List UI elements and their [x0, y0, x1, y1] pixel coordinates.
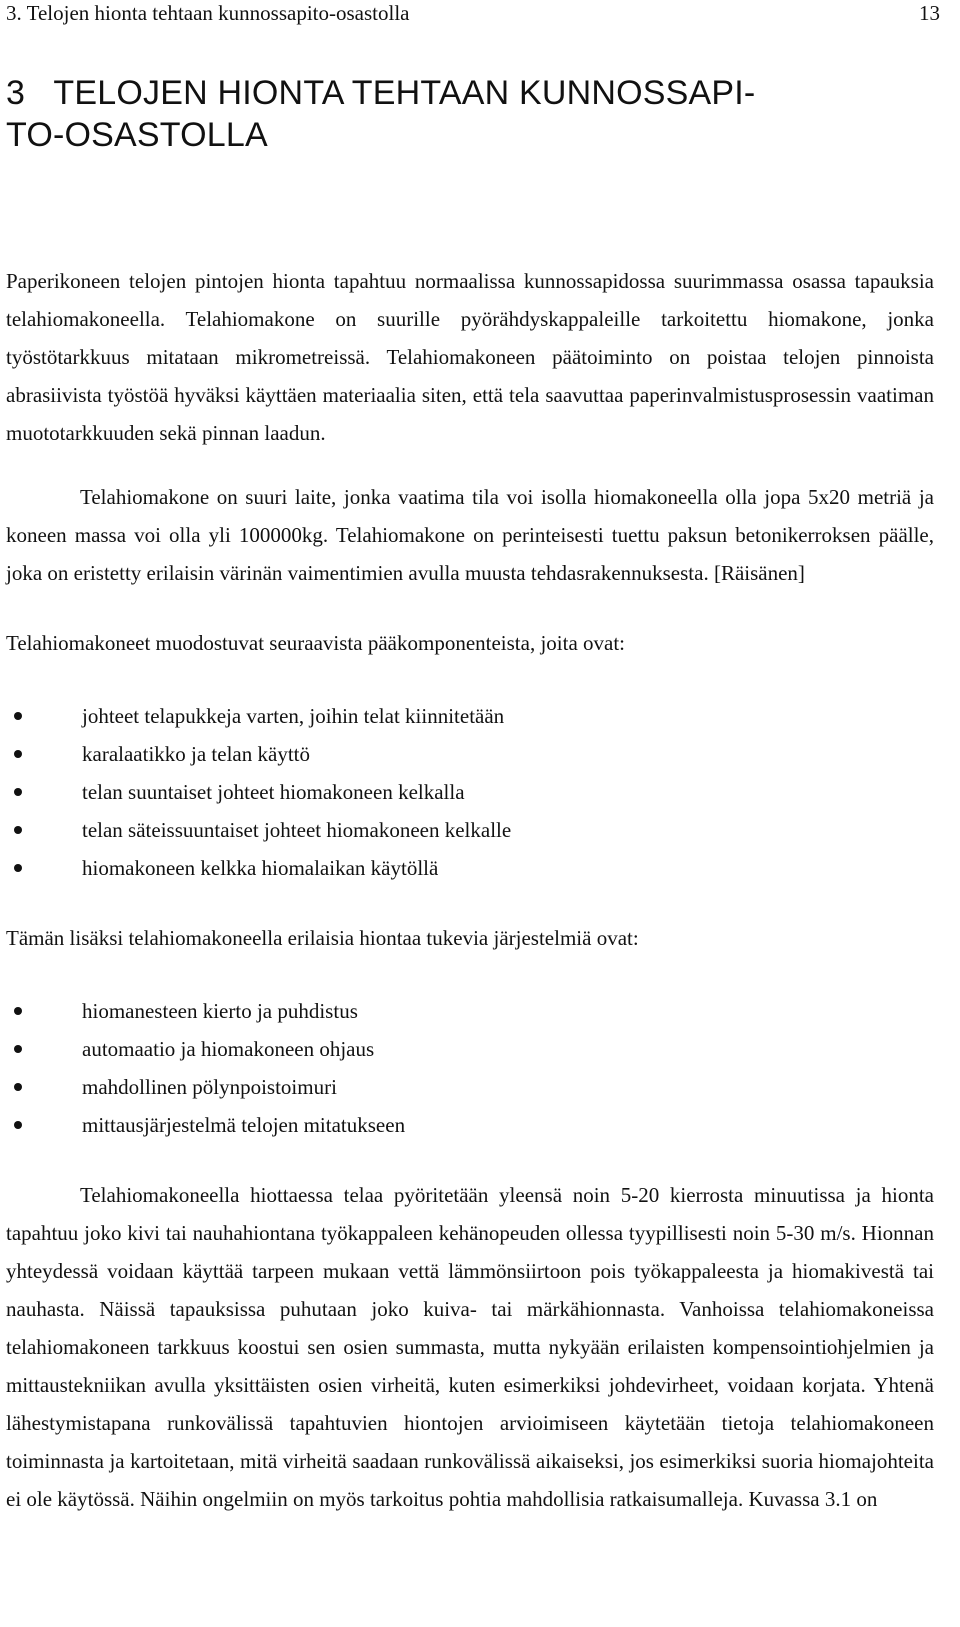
- chapter-title: [6, 72, 936, 156]
- components-intro: Telahiomakoneet muodostuvat seuraavista pääkomponenteista, joita ovat:: [6, 631, 626, 655]
- page-number: 13: [919, 1, 940, 25]
- intro-paragraph: Paperikoneen telojen pintojen hionta tapahtuu normaalissa kunnossapidossa suurimmassa osassa tapauksia telahiomakoneella. Telahiomakone on suurille pyörähdyskappaleille tarkoitettu hiomakone, jonka työstötarkkuus mitataan mikrometreissä. Telahiomakoneen päätoiminto on poistaa telojen pinnoista abrasiivista työstöä hyväksi käyttäen materiaalia siten, että tela saavuttaa paperinvalmistusprosessin vaatiman muototarkkuuden sekä pinnan laadun.: [6, 269, 934, 445]
- bullet-icon: [14, 788, 22, 796]
- running-title: 3. Telojen hionta tehtaan kunnossapito-osastolla: [6, 1, 410, 25]
- bullet-icon: [14, 750, 22, 758]
- list-item: telan suuntaiset johteet hiomakoneen kelkalla: [6, 773, 906, 811]
- list-item: mittausjärjestelmä telojen mitatukseen: [6, 1106, 906, 1144]
- bullet-icon: [14, 864, 22, 872]
- list-item: johteet telapukkeja varten, joihin telat kiinnitetään: [6, 697, 906, 735]
- list-item: mahdollinen pölynpoistoimuri: [6, 1068, 906, 1106]
- running-header: [6, 0, 940, 30]
- machine-size-paragraph: Telahiomakone on suuri laite, jonka vaatima tila voi isolla hiomakoneella olla jopa 5x20 metriä ja koneen massa voi olla yli 100000kg. Telahiomakone on perinteisesti tuettu paksun betonikerroksen päälle, joka on eristetty erilaisin värinän vaimentimien avulla muusta tehdasrakennuksesta. [Räisänen]: [6, 485, 934, 585]
- bullet-icon: [14, 826, 22, 834]
- list-item: telan säteissuuntaiset johteet hiomakoneen kelkalle: [6, 811, 906, 849]
- list-item: hiomakoneen kelkka hiomalaikan käytöllä: [6, 849, 906, 887]
- components-list: [6, 697, 906, 887]
- chapter-title-line2: TO-OSASTOLLA: [6, 116, 268, 154]
- bullet-icon: [14, 1007, 22, 1015]
- bullet-icon: [14, 712, 22, 720]
- support-systems-intro: Tämän lisäksi telahiomakoneella erilaisia hiontaa tukevia järjestelmiä ovat:: [6, 926, 639, 950]
- list-item: karalaatikko ja telan käyttö: [6, 735, 906, 773]
- list-item: automaatio ja hiomakoneen ohjaus: [6, 1030, 906, 1068]
- bullet-icon: [14, 1121, 22, 1129]
- chapter-title-line1: 3 TELOJEN HIONTA TEHTAAN KUNNOSSAPI-: [6, 74, 756, 112]
- bullet-icon: [14, 1083, 22, 1091]
- bullet-icon: [14, 1045, 22, 1053]
- grinding-process-paragraph: Telahiomakoneella hiottaessa telaa pyöritetään yleensä noin 5-20 kierrosta minuutissa ja hionta tapahtuu joko kivi tai nauhahiontana työkappaleen kehänopeuden ollessa tyypillisesti noin 5-30 m/s. Hionnan yhteydessä voidaan käyttää tarpeen mukaan vettä lämmönsiirtoon pois työkappaleesta ja hiomakivestä tai nauhasta. Näissä tapauksissa puhutaan joko kuiva- tai märkähionnasta. Vanhoissa telahiomakoneissa telahiomakoneen tarkkuus koostui sen osien summasta, mutta nykyään erilaisten kompensointiohjelmien ja mittaustekniikan avulla yksittäisten osien virheitä, kuten esimerkiksi johdevirheet, voidaan korjata. Yhtenä lähestymistapana runkovälissä tapahtuvien hiontojen arvioimiseen käytetään tietoja telahiomakoneen toiminnasta ja kartoitetaan, mitä virheitä saadaan runkovälissä aikaiseksi, jos esimerkiksi suoria hiomajohteita ei ole käytössä. Näihin ongelmiin on myös tarkoitus pohtia mahdollisia ratkaisumalleja. Kuvassa 3.1 on: [6, 1183, 934, 1511]
- list-item: hiomanesteen kierto ja puhdistus: [6, 992, 906, 1030]
- support-systems-list: [6, 992, 906, 1144]
